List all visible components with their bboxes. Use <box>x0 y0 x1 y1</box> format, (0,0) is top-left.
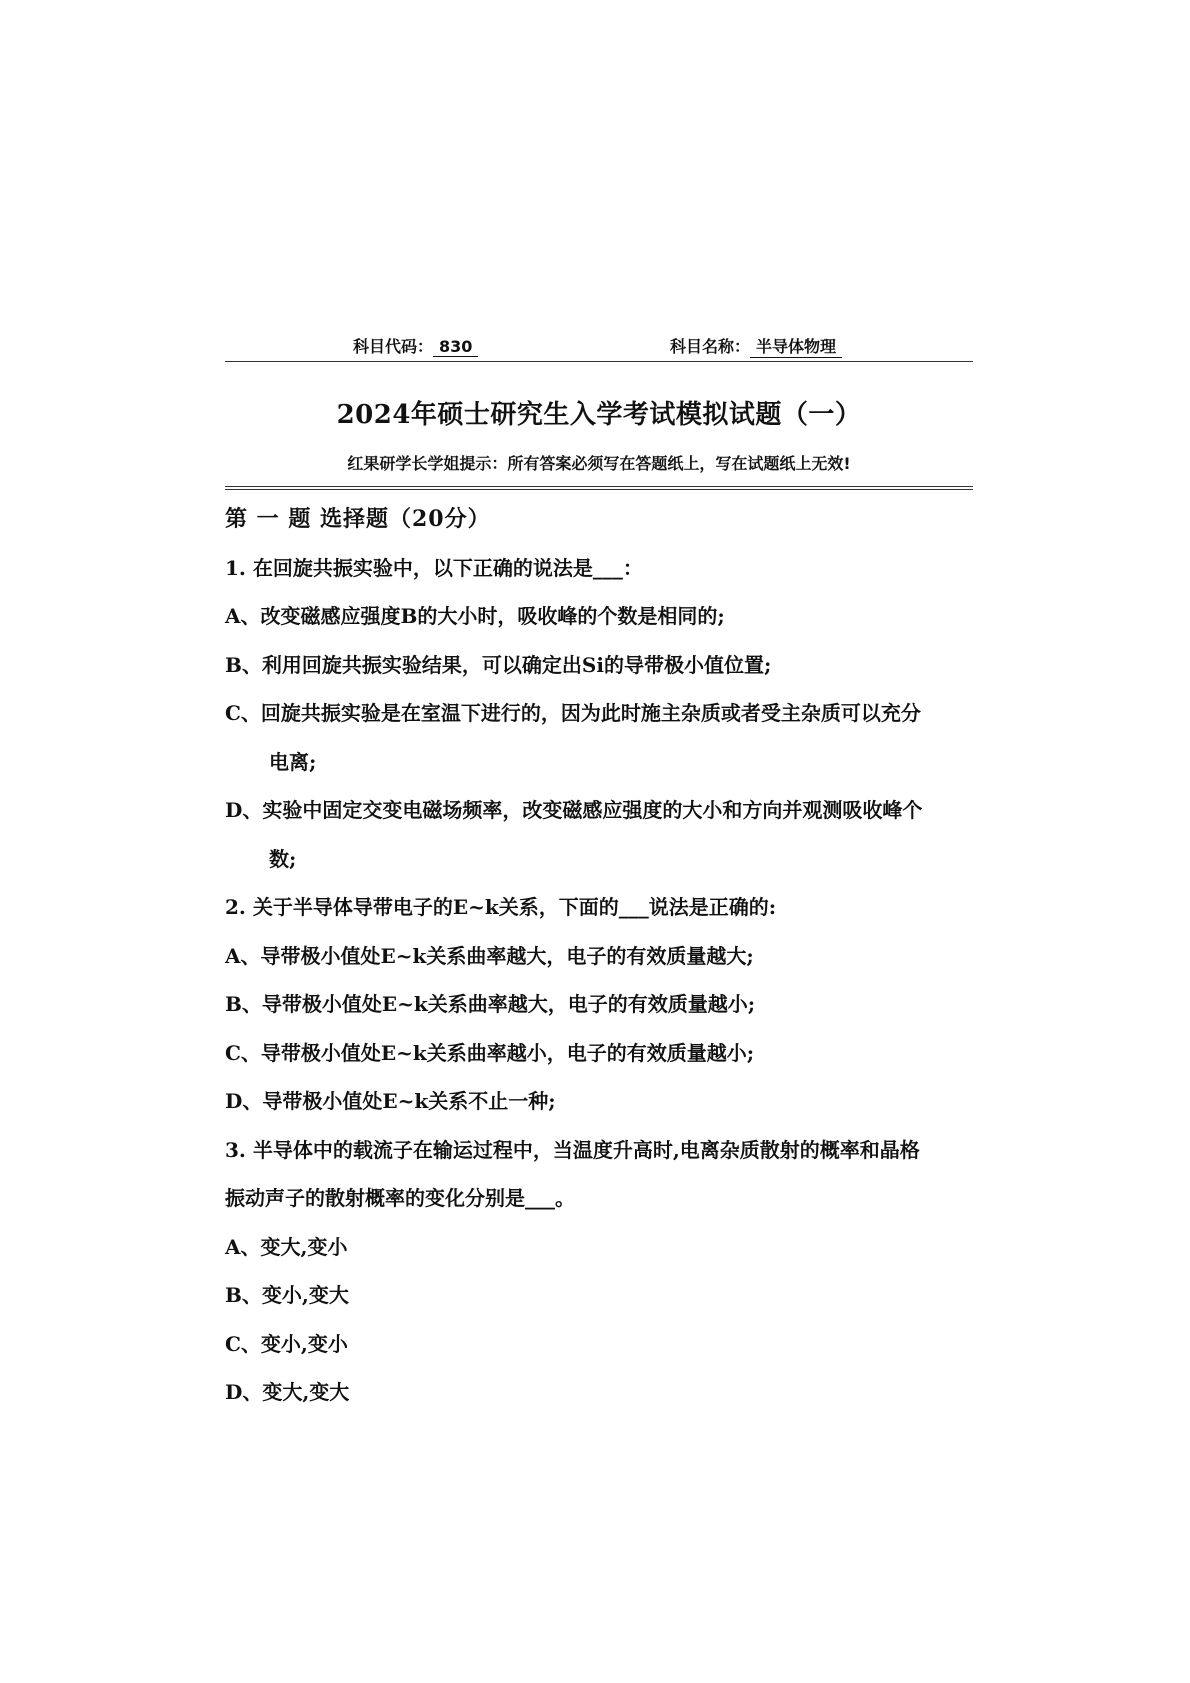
question-2-option-d: D、导带极小值处E~k关系不止一种; <box>225 1089 556 1113</box>
subject-name-value: 半导体物理 <box>750 334 842 358</box>
question-3-stem: 3. 半导体中的载流子在输运过程中，当温度升高时,电离杂质散射的概率和晶格 <box>225 1137 920 1162</box>
subject-name-label: 科目名称： <box>670 337 751 356</box>
question-2-option-c: C、导带极小值处E~k关系曲率越小，电子的有效质量越小; <box>225 1040 755 1065</box>
subject-code-value: 830 <box>433 337 478 357</box>
question-1-option-d-cont: 数; <box>269 846 297 871</box>
exam-title: 2024年硕士研究生入学考试模拟试题（一） <box>336 400 862 430</box>
question-3-option-b: B、变小,变大 <box>225 1283 349 1307</box>
question-2-stem: 2. 关于半导体导带电子的E~k关系，下面的___说法是正确的: <box>225 895 777 919</box>
question-1-option-a: A、改变磁感应强度B的大小时，吸收峰的个数是相同的; <box>225 604 725 628</box>
title-double-divider <box>225 486 973 490</box>
question-3-option-d: D、变大,变大 <box>225 1380 350 1404</box>
subject-name <box>670 334 842 358</box>
subject-code <box>353 334 478 357</box>
question-1-stem: 1. 在回旋共振实验中，以下正确的说法是___： <box>225 555 643 580</box>
question-2-option-b: B、导带极小值处E~k关系曲率越大，电子的有效质量越小; <box>225 992 756 1016</box>
question-1-option-b: B、利用回旋共振实验结果，可以确定出Si的导带极小值位置; <box>225 652 772 677</box>
exam-content <box>225 495 980 1417</box>
exam-notice: 红果研学长学姐提示：所有答案必须写在答题纸上，写在试题纸上无效! <box>347 454 851 473</box>
question-3-stem-cont: 振动声子的散射概率的变化分别是___。 <box>225 1186 575 1210</box>
header-divider <box>225 361 973 362</box>
question-1-option-d: D、实验中固定交变电磁场频率，改变磁感应强度的大小和方向并观测吸收峰个 <box>225 798 923 822</box>
question-2-option-a: A、导带极小值处E~k关系曲率越大，电子的有效质量越大; <box>225 943 754 968</box>
question-3-option-c: C、变小,变小 <box>225 1331 348 1356</box>
question-1-option-c: C、回旋共振实验是在室温下进行的，因为此时施主杂质或者受主杂质可以充分 <box>225 701 921 725</box>
subject-code-label: 科目代码： <box>353 337 434 356</box>
question-1-option-c-cont: 电离; <box>269 749 317 774</box>
section-heading: 第 一 题 选择题（20分） <box>225 506 491 532</box>
question-3-option-a: A、变大,变小 <box>225 1234 348 1259</box>
exam-header <box>225 334 973 358</box>
